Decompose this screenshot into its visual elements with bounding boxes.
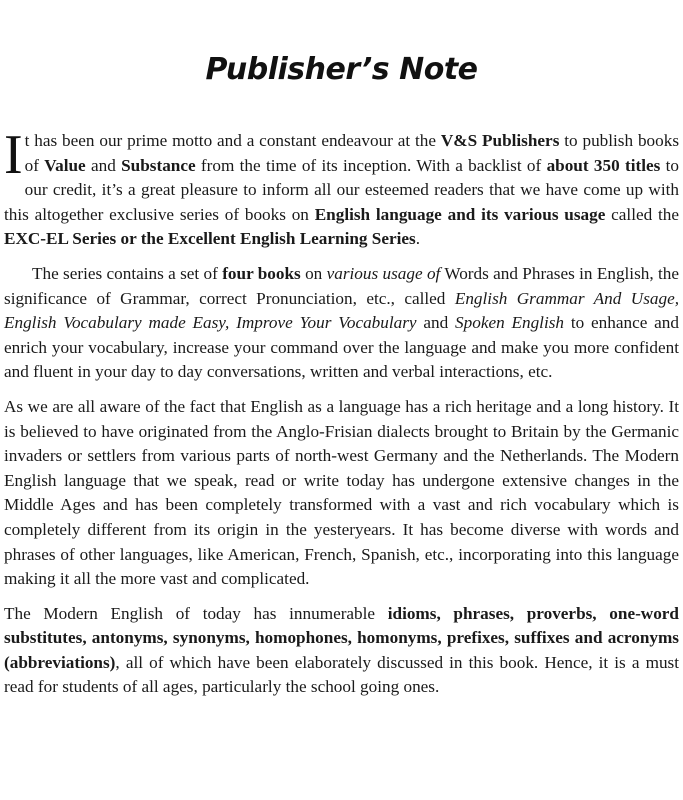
paragraph-series bbox=[0, 262, 683, 385]
text-run: , all of which have been elaborately discussed in this book. Hence, it is a must read for students of all ages, particularly the school going ones. bbox=[4, 652, 679, 697]
paragraph-modern-english bbox=[0, 602, 683, 700]
text-run: The Modern English of today has innumerable bbox=[4, 603, 388, 623]
italic-run: various usage of bbox=[326, 263, 441, 283]
bold-run: Substance bbox=[121, 155, 196, 175]
text-run: to our credit, it’s a great pleasure to inform all our esteemed readers that we have come up with this altogether exclusive series of books on bbox=[4, 155, 679, 224]
italic-run: English Grammar And Usage, English Vocabulary made Easy, Improve Your Vocabulary bbox=[4, 288, 679, 333]
text-run: from the time of its inception. With a backlist of bbox=[195, 155, 547, 175]
bold-run: V&S Publishers bbox=[440, 131, 560, 150]
bold-run: EXC-EL Series or the Excellent English Learning Series bbox=[4, 229, 416, 249]
text-run: t has been our prime motto and a constant endeavour at the bbox=[24, 131, 441, 150]
text-run: to publish books of bbox=[24, 131, 680, 175]
paragraph-history: As we are all aware of the fact that English as a language has a rich heritage and a long history. It is believed to have originated from the Anglo-Frisian dialects brought to Britain by the Germanic invaders or settlers from various parts of north-west Germany and the Netherlands. The Modern English language that we speak, read or write today has undergone extensive changes in the Middle Ages and has been completely transformed with a vast and rich vocabulary which is completely different from its origin in the yesteryears. It has become diverse with words and phrases of other languages, like American, French, Spanish, etc., incorporating into this language making it all the more vast and complicated. bbox=[4, 396, 679, 589]
text-run: Words and Phrases in English, the significance of Grammar, correct Pronunciation, etc., called bbox=[4, 263, 680, 308]
page-title: Publisher’s Note bbox=[205, 52, 478, 87]
bold-run: English language and its various usage bbox=[314, 204, 606, 224]
bold-run: idioms, phrases, proverbs, one-word substitutes, antonyms, synonyms, homophones, homonyms, prefixes, suffixes and acronyms (abbreviations) bbox=[4, 603, 679, 672]
text-run: and bbox=[416, 313, 456, 333]
text-run: called the bbox=[605, 204, 679, 224]
paragraph-intro bbox=[0, 124, 683, 252]
text-run: on bbox=[300, 263, 327, 283]
italic-run: Spoken English bbox=[455, 313, 565, 333]
text-run: to enhance and enrich your vocabulary, increase your command over the language and make you more confident and fluent in your day to day conversations, written and verbal interactions, etc. bbox=[4, 313, 679, 382]
text-run: . bbox=[415, 229, 420, 249]
bold-run: Value bbox=[44, 155, 86, 175]
drop-cap: I bbox=[4, 124, 23, 186]
text-run: The series contains a set of bbox=[32, 263, 223, 283]
text-run: and bbox=[85, 155, 122, 175]
bold-run: about 350 titles bbox=[546, 155, 661, 175]
bold-run: four books bbox=[222, 263, 301, 283]
